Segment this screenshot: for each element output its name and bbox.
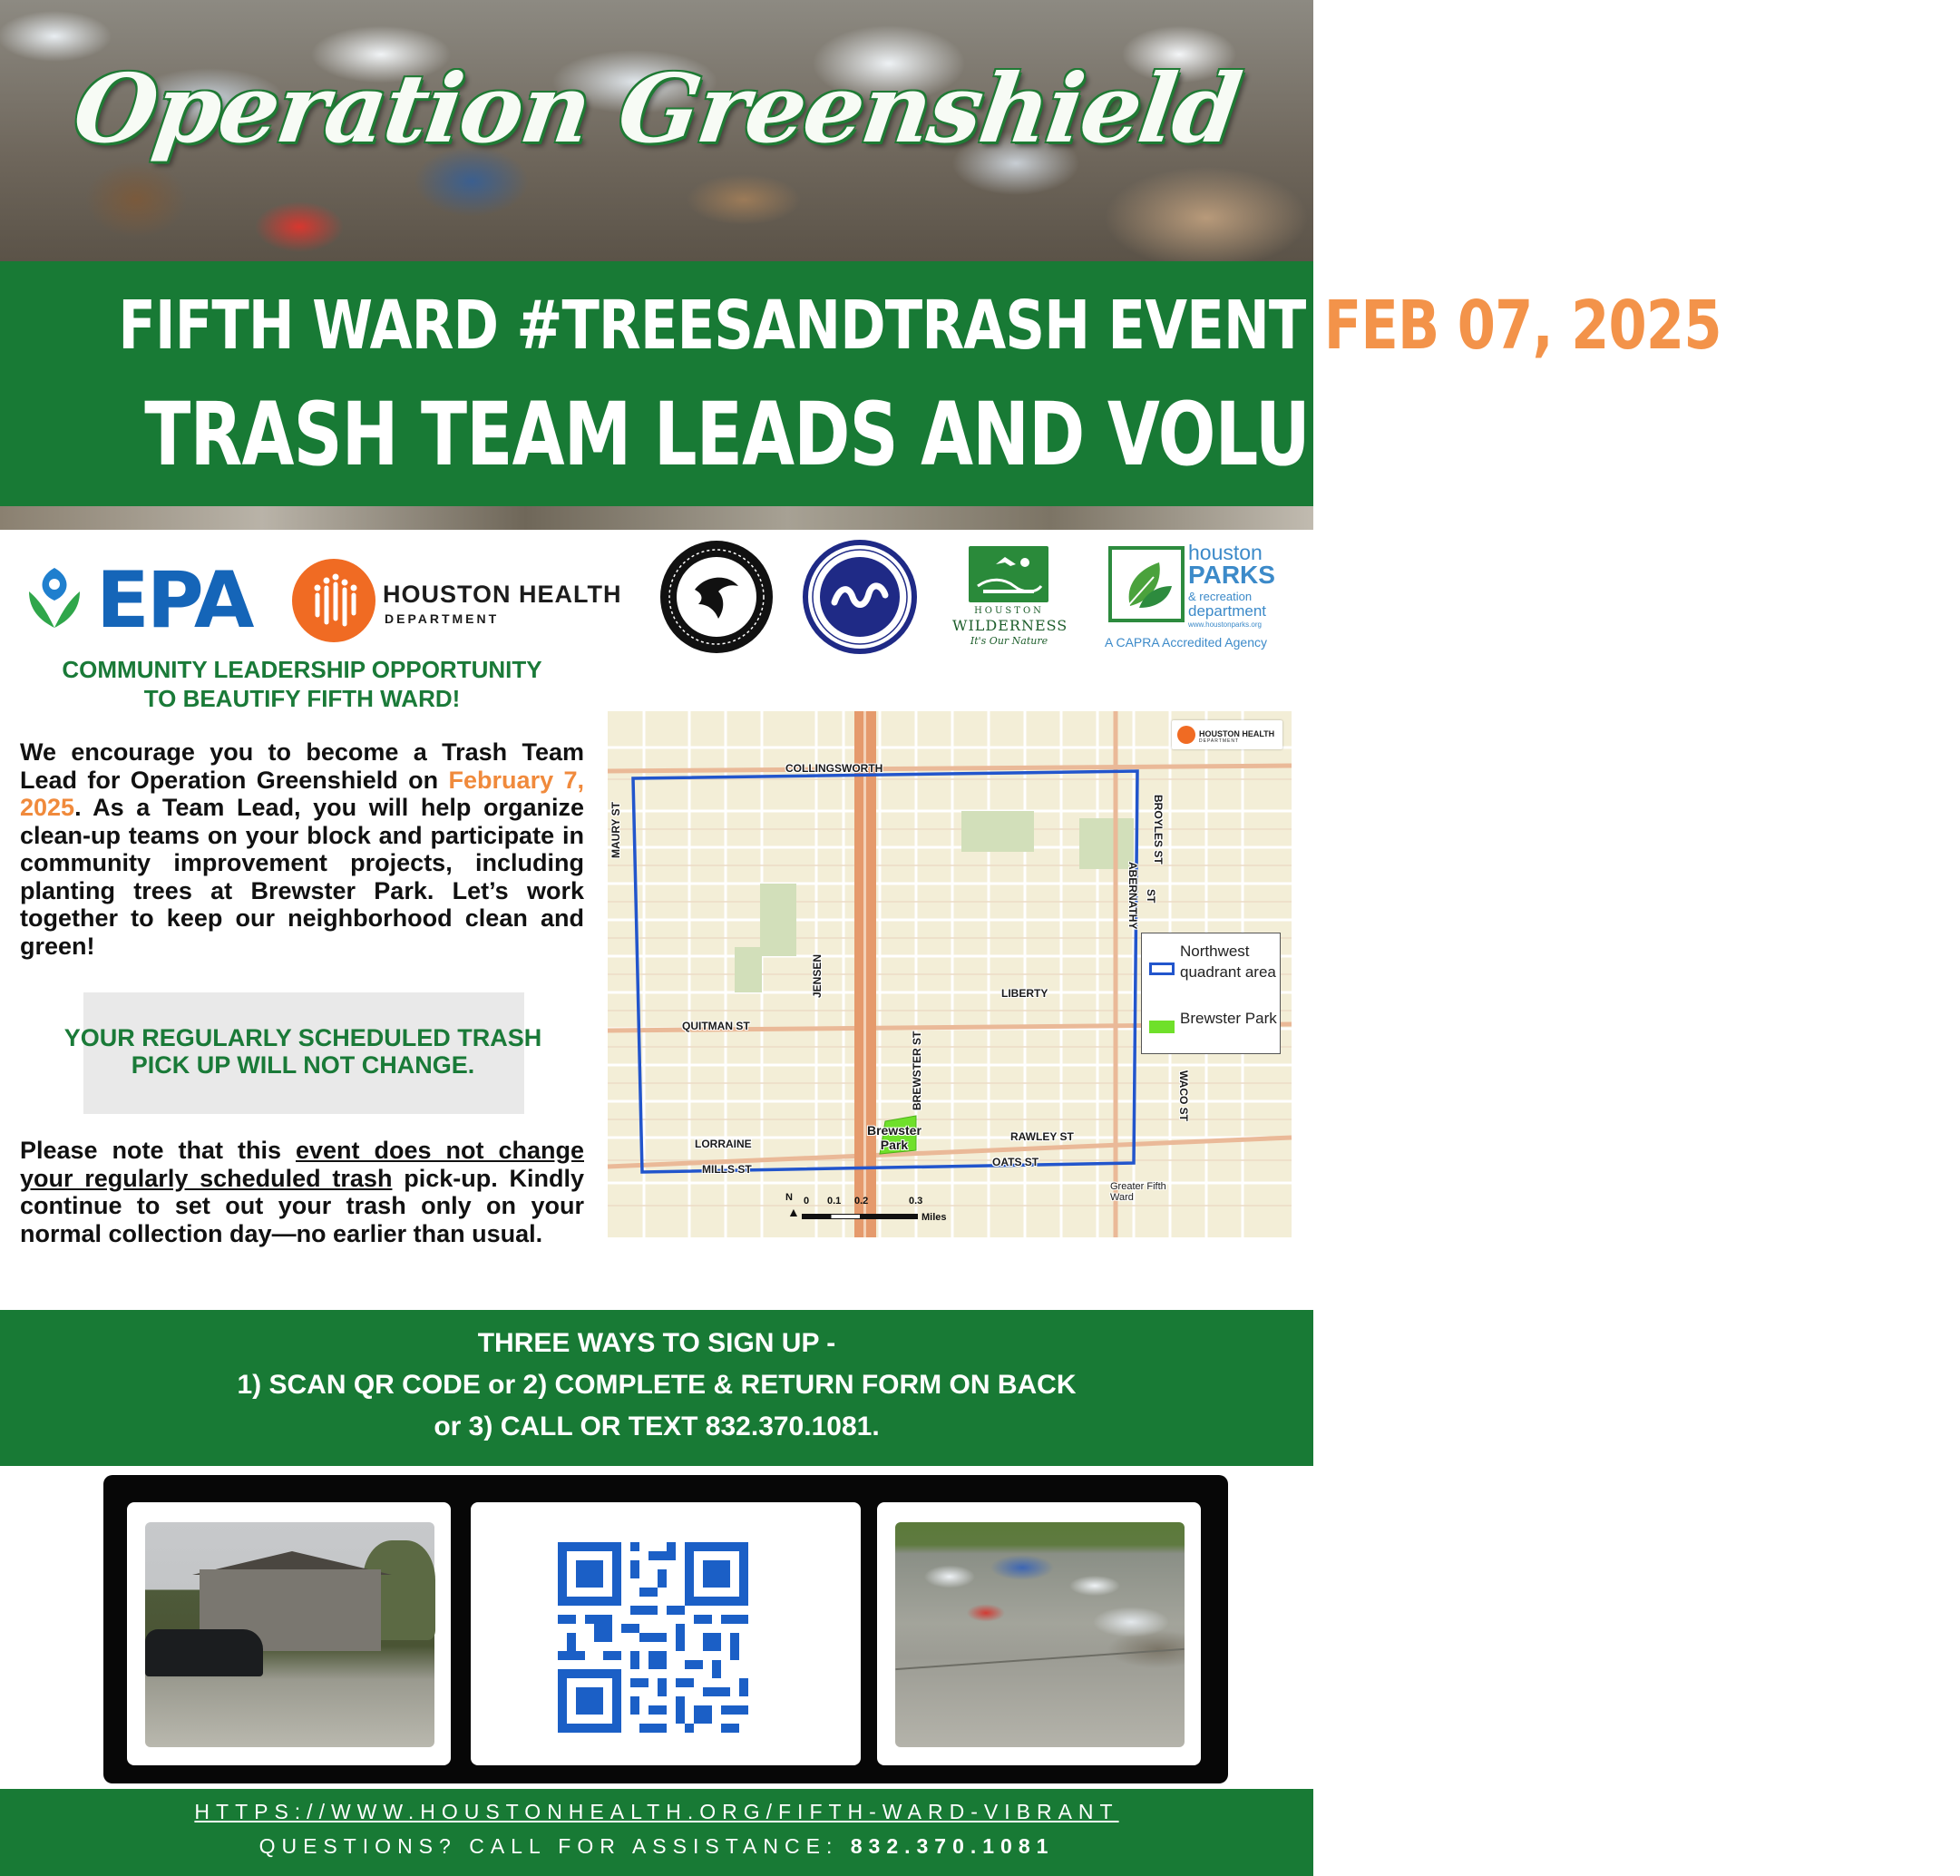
house-photo [145,1522,434,1747]
qr-code-icon[interactable] [558,1542,748,1733]
map-scale-bar [785,1192,967,1228]
houston-health-dot-icon [1177,726,1195,744]
footer [0,1789,1313,1876]
map-badge-subtext: DEPARTMENT [1199,738,1239,744]
scale-tick-2: 0.2 [854,1196,869,1207]
intro-text-end: . As a Team Lead, you will help organize clean-up teams on your block and participate in community improvement projects, including planting trees at Brewster Park. Let’s work together to keep our neighborhood clean and green! [20,794,584,960]
hero-title: Operation Greenshield [67,53,1246,164]
street-abernathy: ABERNATHY [1126,862,1139,930]
solid-waste-management-logo [802,539,918,655]
houston-parks-line1: houston [1188,541,1263,564]
event-date: FEB 07, 2025 [1323,287,1721,365]
headline: TRASH TEAM LEADS AND VOLUNTEERS NEEDED! [144,384,1960,485]
houston-wilderness-line2: WILDERNESS [952,617,1068,634]
map-houston-health-badge [1172,720,1282,749]
houston-parks-line3: & recreation [1188,590,1253,603]
signup-line3: or 3) CALL OR TEXT 832.370.1081. [434,1412,880,1441]
intro-paragraph [20,738,584,960]
houston-wilderness-logo [952,546,1066,648]
scale-unit: Miles [921,1212,947,1223]
hero-trash-photo [0,0,1313,265]
house-photo-car [145,1629,263,1676]
notice-text [27,1024,579,1079]
trash-photo [895,1522,1185,1747]
photo-panel [103,1475,1228,1783]
footer-questions-text: QUESTIONS? CALL FOR ASSISTANCE: [258,1834,839,1858]
pickup-note-paragraph [20,1137,584,1247]
houston-wilderness-line1: HOUSTON [974,606,1044,616]
footer-url-link[interactable]: HTTPS://WWW.HOUSTONHEALTH.ORG/FIFTH-WARD-VIBRANT [194,1800,1119,1823]
header-band [0,261,1960,506]
brewster-park-label [867,1123,921,1152]
street-maury: MAURY ST [609,801,622,858]
epa-wordmark: EPA [96,555,252,646]
street-mills: MILLS ST [702,1163,752,1176]
legend-item-park: Brewster Park [1180,1010,1277,1027]
pickup-note-underlined: event does not change your regularly scheduled trash [20,1137,584,1192]
houston-health-mark-icon [292,559,375,642]
map-badge-text: HOUSTON HEALTH [1199,729,1275,738]
black-united-fund-seal-icon [658,539,775,655]
trash-photo-sidewalk-crack [895,1648,1184,1670]
legend-park-swatch [1149,1021,1175,1033]
houston-parks-line2: PARKS [1188,561,1275,589]
street-liberty: LIBERTY [1001,987,1048,1000]
footer-url [0,1800,1313,1824]
event-line [118,287,1721,365]
brewster-park-label-line1: Brewster [867,1123,921,1138]
notice-line2: PICK UP WILL NOT CHANGE. [131,1051,475,1079]
houston-parks-url: www.houstonparks.org [1188,620,1262,629]
brewster-park-label-line2: Park [880,1138,909,1152]
street-brewster: BREWSTER ST [911,1031,923,1110]
epa-flower-icon [20,564,89,633]
scale-tick-3: 0.3 [909,1196,923,1207]
street-lorraine: LORRAINE [695,1138,752,1150]
photo-card-trash [877,1502,1201,1765]
north-arrow-icon: ▲ [787,1205,800,1219]
houston-wilderness-tagline: It's Our Nature [970,635,1048,647]
houston-health-logo [292,559,628,642]
street-quitman: QUITMAN ST [682,1020,750,1032]
signup-band [0,1310,1313,1466]
street-abernathy-st: ST [1145,889,1157,904]
area-map [608,711,1292,1237]
scale-tick-0: 0 [804,1196,810,1207]
houston-parks-line4: department [1188,602,1266,620]
houston-health-subtitle: DEPARTMENT [385,611,500,626]
pickup-note-start: Please note that this [20,1137,296,1164]
street-jensen: JENSEN [811,953,824,998]
north-arrow-label: N [785,1192,793,1203]
leadership-heading-line2: TO BEAUTIFY FIFTH WARD! [143,685,461,712]
leadership-heading [20,655,584,713]
footer-phone[interactable]: 832.370.1081 [850,1834,1055,1858]
street-broyles: BROYLES ST [1152,795,1165,865]
qr-code-card[interactable] [471,1502,861,1765]
notice-line1: YOUR REGULARLY SCHEDULED TRASH [63,1024,542,1051]
street-rawley: RAWLEY ST [1010,1130,1074,1143]
area-greater-fifth-ward: Greater Fifth Ward [1110,1181,1166,1203]
pickup-note-end: pick-up. Kindly continue to set out your trash only on your normal collection day—no earlier than usual. [20,1164,585,1247]
footer-questions [0,1834,1313,1859]
houston-parks-logo [1105,541,1300,650]
trash-photo-strip [0,506,1313,530]
houston-parks-tagline: A CAPRA Accredited Agency [1105,635,1267,650]
street-waco: WACO ST [1177,1070,1190,1121]
leadership-heading-line1: COMMUNITY LEADERSHIP OPPORTUNITY [62,656,542,683]
houston-parks-leaf-icon [1108,546,1185,622]
houston-wilderness-mark-icon [969,546,1048,602]
scale-tick-1: 0.1 [827,1196,842,1207]
map-legend [1141,933,1281,1054]
street-oats: OATS ST [992,1156,1039,1168]
black-united-fund-logo [658,539,775,655]
legend-item-quadrant: Northwest quadrant area [1180,943,1276,981]
houston-health-name: HOUSTON HEALTH [383,581,622,608]
scale-bar-graphic [802,1214,918,1219]
legend-boundary-swatch [1149,962,1175,975]
photo-card-house [127,1502,451,1765]
partner-logos [0,535,1313,653]
event-text: FIFTH WARD #TREESANDTRASH EVENT [118,287,1306,365]
street-collingsworth: COLLINGSWORTH [785,762,883,775]
intro-text-start: We encourage you to become a Trash Team Lead for Operation Greenshield on [20,738,584,794]
signup-line1: THREE WAYS TO SIGN UP - [477,1328,836,1358]
intro-date: February 7, 2025 [20,766,585,821]
signup-line2: 1) SCAN QR CODE or 2) COMPLETE & RETURN FORM ON BACK [237,1370,1077,1400]
solid-waste-management-seal-icon [802,539,918,655]
epa-logo [20,555,256,646]
